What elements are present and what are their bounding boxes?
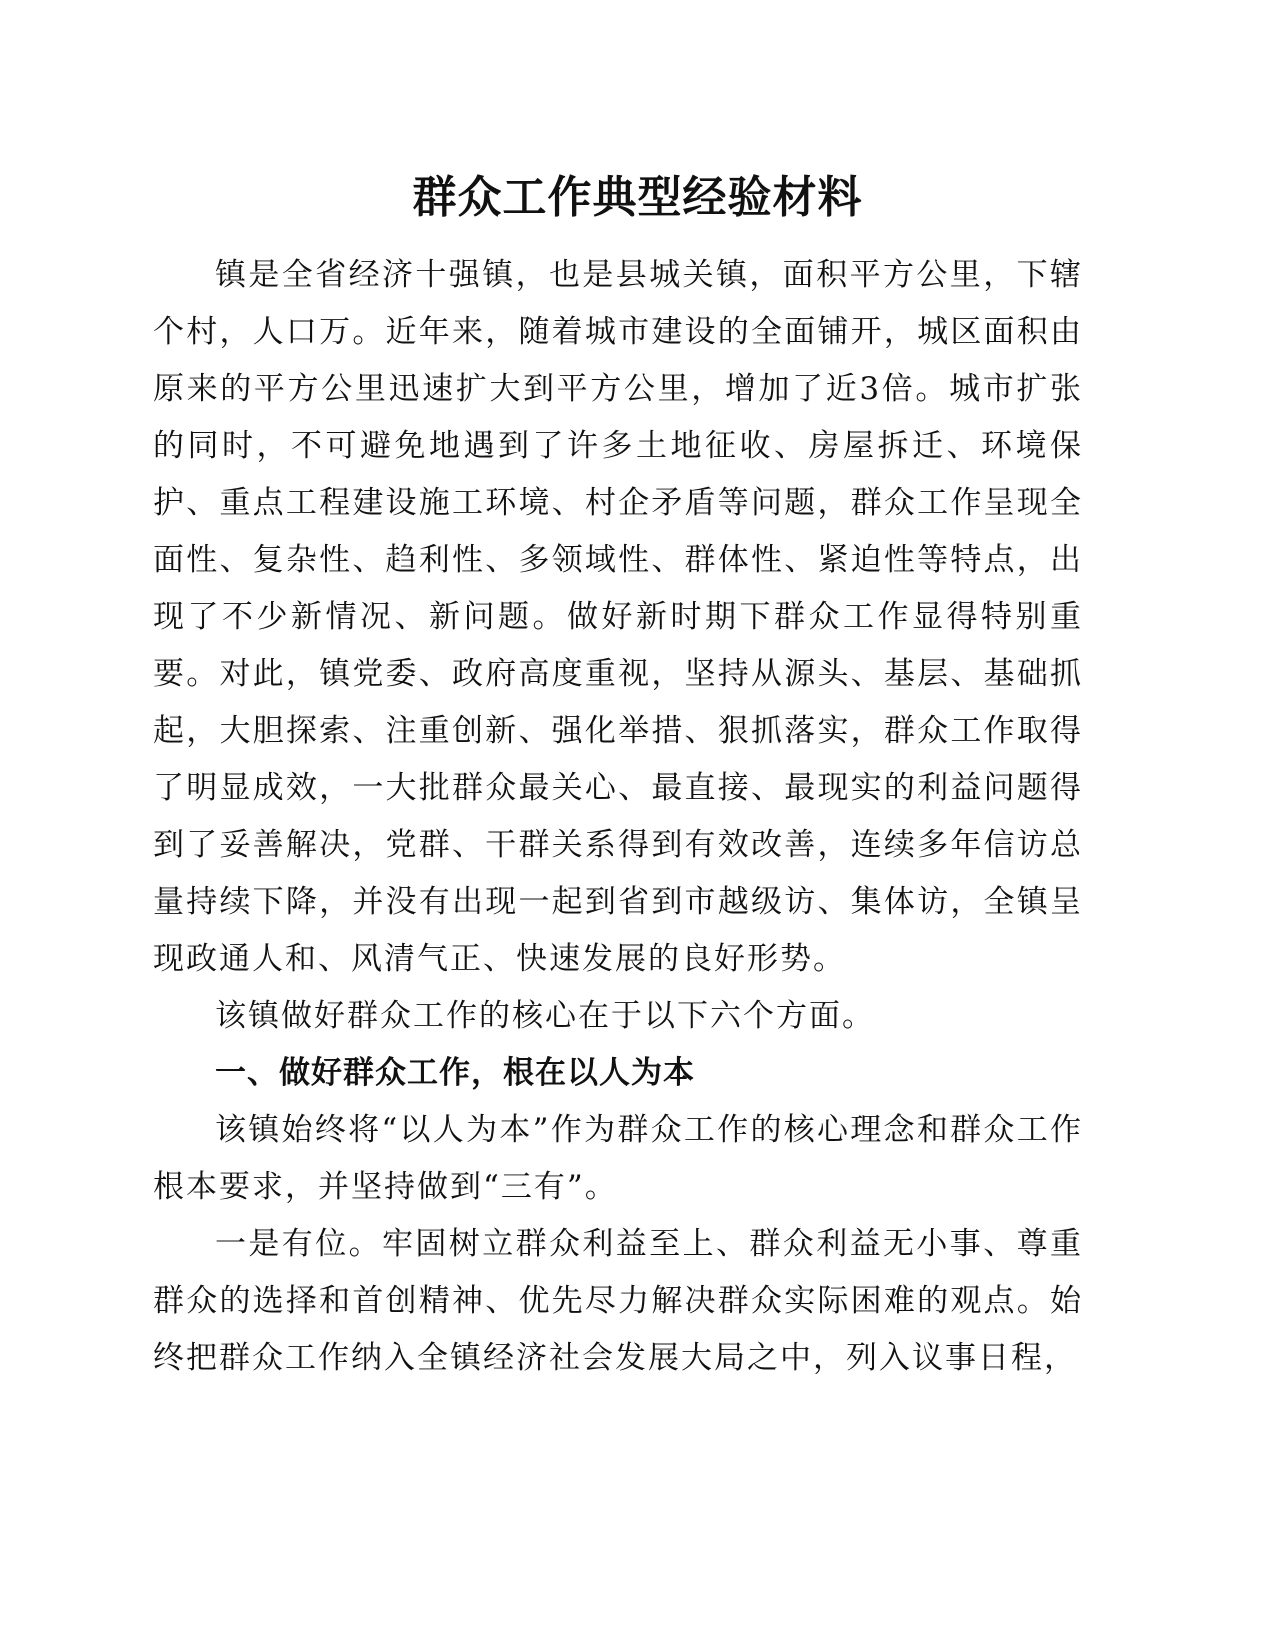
intro-paragraph: 镇是全省经济十强镇，也是县城关镇，面积平方公里，下辖个村，人口万。近年来，随着城市建设的全面铺开，城区面积由原来的平方公里迅速扩大到平方公里，增加了近3倍。城市扩张的同时，不可避免地遇到了许多土地征收、房屋拆迁、环境保护、重点工程建设施工环境、村企矛盾等问题，群众工作呈现全面性、复杂性、趋利性、多领域性、群体性、紧迫性等特点，出现了不少新情况、新问题。做好新时期下群众工作显得特别重要。对此，镇党委、政府高度重视，坚持从源头、基层、基础抓起，大胆探索、注重创新、强化举措、狠抓落实，群众工作取得了明显成效，一大批群众最关心、最直接、最现实的利益问题得到了妥善解决，党群、干群关系得到有效改善，连续多年信访总量持续下降，并没有出现一起到省到市越级访、集体访，全镇呈现政通人和、风清气正、快速发展的良好形势。 bbox=[153, 257, 1083, 977]
section-heading: 一、做好群众工作，根在以人为本 bbox=[215, 1055, 695, 1091]
section-paragraph: 该镇始终将“以人为本”作为群众工作的核心理念和群众工作根本要求，并坚持做到“三有”。 bbox=[153, 1112, 1083, 1205]
section-paragraph: 一是有位。牢固树立群众利益至上、群众利益无小事、尊重群众的选择和首创精神、优先尽力解决群众实际困难的观点。始终把群众工作纳入全镇经济社会发展大局之中，列入议事日程， bbox=[153, 1226, 1083, 1376]
summary-paragraph: 该镇做好群众工作的核心在于以下六个方面。 bbox=[215, 998, 875, 1034]
page-title: 群众工作典型经验材料 bbox=[412, 172, 863, 223]
document-body bbox=[153, 247, 1083, 1387]
